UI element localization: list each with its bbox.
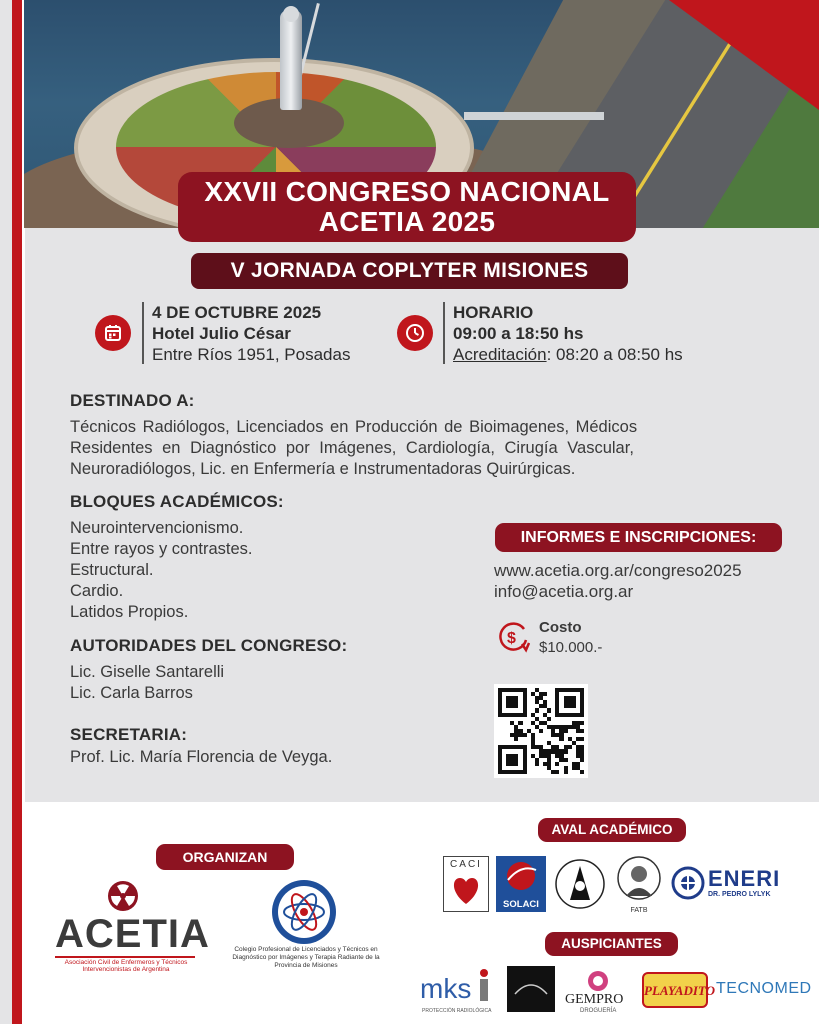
- acetia-underline: [55, 956, 195, 958]
- aval-label: AVAL ACADÉMICO: [538, 818, 686, 842]
- statue: [280, 10, 302, 110]
- auspiciantes-label: AUSPICIANTES: [545, 932, 678, 956]
- list-item: Lic. Carla Barros: [70, 684, 193, 702]
- authorities-heading: AUTORIDADES DEL CONGRESO:: [70, 636, 348, 655]
- gempro-icon: [587, 970, 609, 992]
- society-logo-icon: [554, 856, 606, 912]
- caci-text: CACI: [450, 859, 482, 870]
- list-item: Estructural.: [70, 561, 154, 579]
- title-line-2: ACETIA 2025: [318, 206, 496, 237]
- divider: [142, 302, 144, 364]
- playadito-text: PLAYADITO: [644, 983, 716, 998]
- event-venue: Hotel Julio César: [152, 324, 291, 343]
- blocks-list: [70, 518, 253, 623]
- event-title: [178, 172, 636, 242]
- list-item: Lic. Giselle Santarelli: [70, 663, 225, 681]
- title-line-1: XXVII CONGRESO NACIONAL: [204, 176, 610, 207]
- cost-label: Costo: [539, 619, 582, 636]
- clock-icon: [397, 315, 433, 351]
- person-icon: [476, 968, 492, 1004]
- eneri-logo-icon: [671, 866, 705, 900]
- gempro-text: GEMPRO: [565, 992, 624, 1007]
- colegio-name: Colegio Profesional de Licenciados y Técnicos en Diagnóstico por Imágenes y Terapia Radiante de la Provincia de Misiones: [232, 946, 380, 969]
- corner-accent: [669, 0, 819, 110]
- accreditation-label: Acreditación: [453, 345, 547, 364]
- colegio-logo-icon: [270, 878, 338, 946]
- secretary-name: Prof. Lic. María Florencia de Veyga.: [70, 748, 333, 766]
- cost-value: $10.000.-: [539, 639, 603, 656]
- event-date: 4 DE OCTUBRE 2025: [152, 303, 322, 322]
- svg-text:$: $: [507, 630, 516, 647]
- audience-line: Neuroradiólogos, Lic. en Enfermería e Instrumentadoras Quirúrgicas.: [70, 460, 576, 478]
- fatb-logo: [614, 856, 664, 912]
- globe-icon: [496, 856, 546, 894]
- audience-text: [70, 417, 772, 480]
- secretary-heading: SECRETARIA:: [70, 725, 188, 744]
- mks-logo-text: mks: [420, 973, 472, 1004]
- tecnomed-text: TECNOMED: [716, 980, 812, 997]
- event-address: Entre Ríos 1951, Posadas: [152, 345, 351, 364]
- contact-email[interactable]: info@acetia.org.ar: [494, 582, 634, 601]
- heart-icon: [444, 870, 488, 908]
- contact-heading: INFORMES E INSCRIPCIONES:: [495, 523, 782, 552]
- list-item: Cardio.: [70, 582, 124, 600]
- authorities-list: [70, 662, 224, 704]
- organizan-label: ORGANIZAN: [156, 844, 294, 870]
- eneri-text: ENERI: [708, 866, 781, 891]
- date-venue-block: [152, 302, 350, 365]
- solaci-text: SOLACI: [503, 899, 539, 910]
- playadito-logo: [642, 972, 716, 1008]
- audience-line: Residentes en Diagnóstico por Imágenes, Cardiología, Cirugía Vascular,: [70, 439, 634, 457]
- portrait-icon: [614, 856, 664, 902]
- divider: [443, 302, 445, 364]
- caci-logo: [443, 856, 489, 912]
- left-accent-bar: [12, 0, 22, 1024]
- blocks-heading: BLOQUES ACADÉMICOS:: [70, 492, 284, 511]
- audience-heading: DESTINADO A:: [70, 391, 195, 410]
- list-item: Latidos Propios.: [70, 603, 189, 621]
- eneri-subtext: DR. PEDRO LYLYK: [708, 891, 771, 898]
- list-item: Entre rayos y contrastes.: [70, 540, 253, 558]
- schedule-label: HORARIO: [453, 303, 534, 322]
- schedule-hours: 09:00 a 18:50 hs: [453, 324, 584, 343]
- contact-url[interactable]: www.acetia.org.ar/congreso2025: [494, 561, 742, 580]
- acetia-logo-text: ACETIA: [55, 912, 210, 956]
- event-subtitle: V JORNADA COPLYTER MISIONES: [191, 253, 628, 289]
- qr-code[interactable]: [494, 684, 588, 778]
- mks-subtext: PROTECCIÓN RADIOLÓGICA: [422, 1008, 492, 1014]
- list-item: Neurointervencionismo.: [70, 519, 244, 537]
- acetia-subtitle: Asociación Civil de Enfermeros y Técnicos Intervencionistas de Argentina: [64, 959, 188, 973]
- accreditation-time: : 08:20 a 08:50 hs: [546, 345, 683, 364]
- schedule-block: [453, 302, 683, 365]
- solaci-logo: [496, 856, 546, 912]
- cost-icon: [496, 620, 530, 654]
- gempro-subtext: DROGUERÍA: [580, 1008, 617, 1014]
- audience-line: Técnicos Radiólogos, Licenciados en Producción de Bioimagenes, Médicos: [70, 418, 638, 436]
- calendar-icon: [95, 315, 131, 351]
- fatb-text: FATB: [630, 907, 648, 914]
- acetia-emblem-icon: [107, 880, 139, 912]
- dark-sponsor-logo: [507, 966, 555, 1012]
